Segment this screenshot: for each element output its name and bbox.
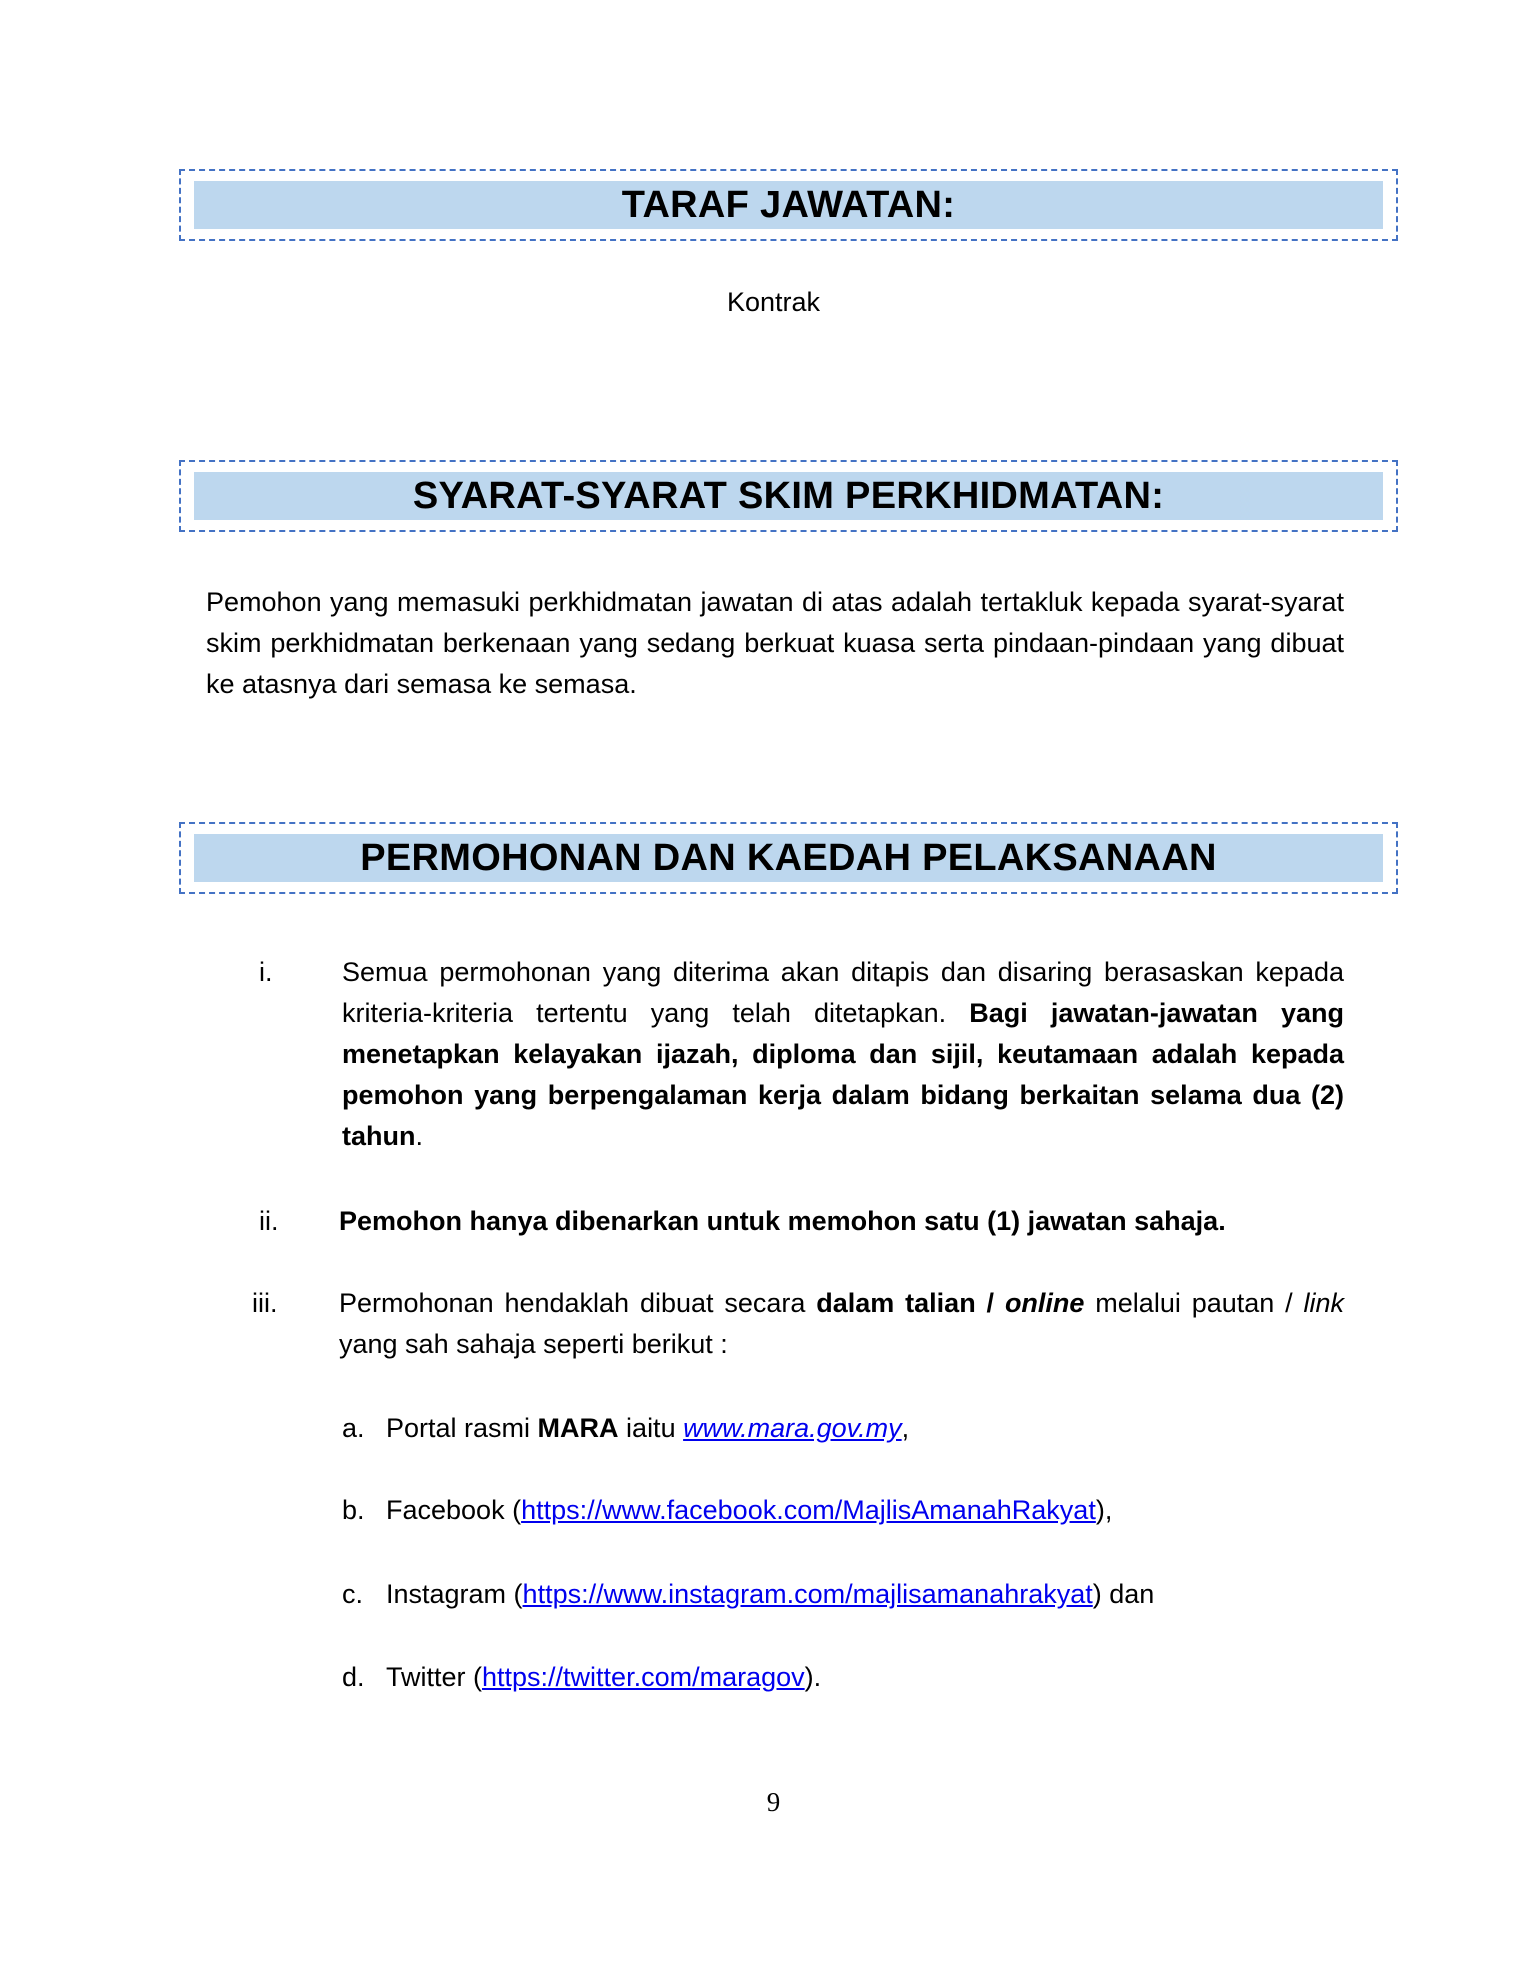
list-item-online bbox=[339, 1283, 1344, 1365]
item-bold-text: dalam talian / bbox=[816, 1288, 1005, 1318]
page-number: 9 bbox=[766, 1787, 781, 1817]
item-end: . bbox=[415, 1121, 424, 1151]
syarat-paragraph: Pemohon yang memasuki perkhidmatan jawatan di atas adalah tertakluk kepada syarat-syarat skim perkhidmatan berkenaan yang sedang berkuat kuasa serta pindaan-pindaan yang dibuat ke atasnya dari semasa ke semasa. bbox=[206, 587, 1344, 699]
item-number: i. bbox=[259, 957, 273, 987]
item-text: yang sah sahaja seperti berikut : bbox=[339, 1329, 728, 1359]
item-text: melalui pautan / bbox=[1084, 1288, 1304, 1318]
sub-item-letter: c. bbox=[342, 1579, 364, 1609]
item-number: iii. bbox=[252, 1288, 278, 1318]
link-suffix: , bbox=[901, 1413, 910, 1443]
list-item-one-position bbox=[339, 1201, 1349, 1242]
heading-taraf-jawatan: TARAF JAWATAN: bbox=[194, 181, 1383, 229]
list-item-criteria bbox=[342, 952, 1344, 1157]
item-bold-text: Pemohon hanya dibenarkan untuk memohon satu (1) jawatan sahaja. bbox=[339, 1206, 1226, 1236]
link-instagram[interactable]: https://www.instagram.com/majlisamanahrakyat bbox=[522, 1579, 1093, 1609]
sub-item-letter: a. bbox=[342, 1413, 365, 1443]
link-prefix: Instagram ( bbox=[386, 1579, 523, 1609]
link-mid: iaitu bbox=[618, 1413, 684, 1443]
heading-permohonan: PERMOHONAN DAN KAEDAH PELAKSANAAN bbox=[194, 834, 1383, 882]
link-facebook[interactable]: https://www.facebook.com/MajlisAmanahRakyat bbox=[521, 1495, 1096, 1525]
item-bold-italic-text: online bbox=[1004, 1288, 1085, 1318]
link-suffix: ), bbox=[1095, 1495, 1113, 1525]
link-item-instagram bbox=[386, 1574, 1154, 1615]
link-prefix: Facebook ( bbox=[386, 1495, 522, 1525]
heading-box-syarat bbox=[179, 460, 1398, 532]
item-text: Semua permohonan yang diterima akan ditapis dan disaring berasaskan kepada kriteria-kriteria tertentu yang telah ditetapkan. bbox=[342, 957, 1344, 1028]
link-prefix: Twitter ( bbox=[386, 1662, 483, 1692]
item-bold-text: Bagi jawatan-jawatan yang menetapkan kelayakan ijazah, diploma dan sijil, keutamaan adalah kepada pemohon yang berpengalaman kerja dalam bidang berkaitan selama dua (2) tahun bbox=[342, 998, 1345, 1151]
item-number: ii. bbox=[259, 1206, 279, 1236]
link-mara-portal[interactable]: www.mara.gov.my bbox=[683, 1413, 902, 1443]
mara-bold: MARA bbox=[537, 1413, 619, 1443]
sub-item-letter: d. bbox=[342, 1662, 365, 1692]
link-item-facebook bbox=[386, 1490, 1112, 1531]
heading-box-taraf bbox=[179, 169, 1398, 241]
item-text: Permohonan hendaklah dibuat secara bbox=[339, 1288, 817, 1318]
link-prefix: Portal rasmi bbox=[386, 1413, 538, 1443]
heading-box-permohonan bbox=[179, 822, 1398, 894]
heading-syarat: SYARAT-SYARAT SKIM PERKHIDMATAN: bbox=[194, 472, 1383, 520]
link-suffix: ) dan bbox=[1092, 1579, 1155, 1609]
link-item-twitter bbox=[386, 1657, 821, 1698]
link-suffix: ). bbox=[804, 1662, 822, 1692]
link-twitter[interactable]: https://twitter.com/maragov bbox=[482, 1662, 805, 1692]
taraf-value: Kontrak bbox=[726, 287, 821, 317]
link-item-portal bbox=[386, 1408, 909, 1449]
item-italic-text: link bbox=[1303, 1288, 1345, 1318]
sub-item-letter: b. bbox=[342, 1495, 365, 1525]
